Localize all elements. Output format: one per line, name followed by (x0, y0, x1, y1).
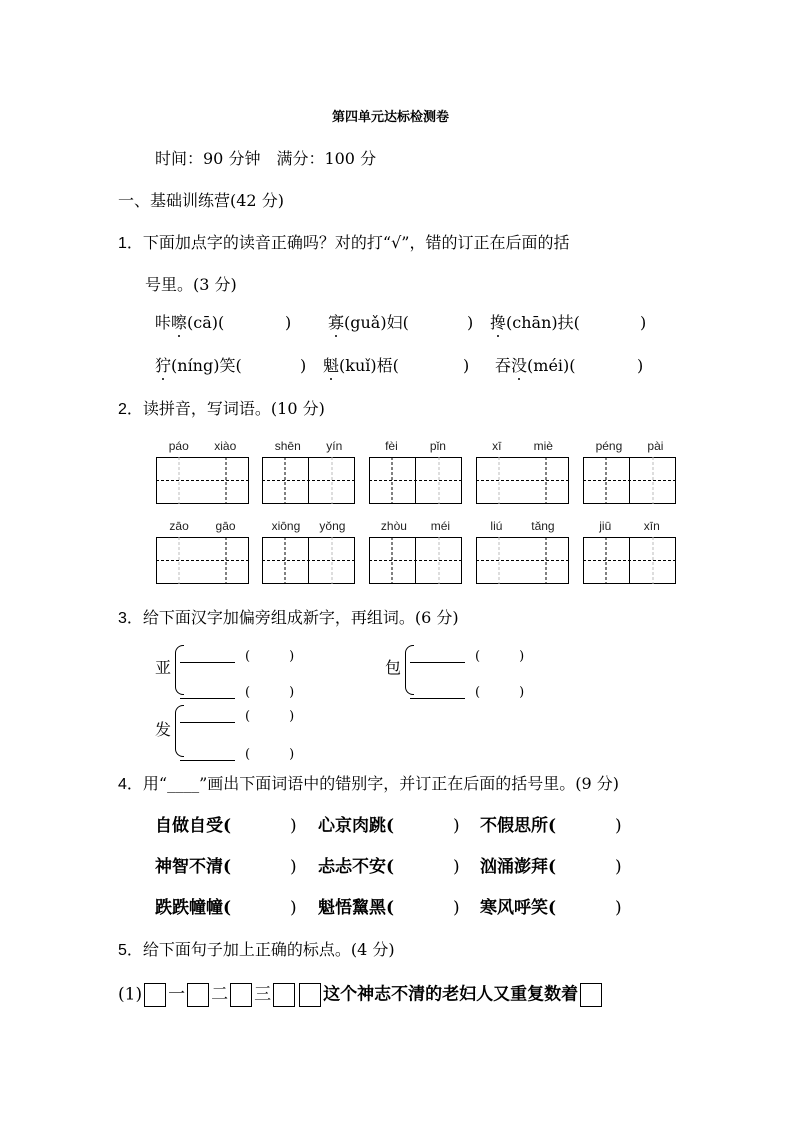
question-4 (118, 774, 619, 795)
pinyin-syllable: pǐn (429, 439, 446, 453)
typo-word: 心京肉跳( (318, 816, 395, 836)
pinyin-label (476, 439, 569, 453)
answer-paren-close[interactable]: ) (463, 356, 470, 375)
answer-paren-close[interactable]: ) (467, 313, 474, 332)
reading-item (495, 356, 576, 376)
typo-word: 跌跌幢幢( (155, 898, 232, 918)
q1-text-cont: 号里。(3 分) (145, 275, 237, 294)
char: 咔 (155, 313, 172, 332)
dotted-char: 没 (511, 356, 528, 375)
q-text: 用“____”画出下面词语中的错别字，并订正在后面的括号里。(9 分) (142, 774, 620, 793)
writing-box[interactable] (476, 457, 568, 503)
answer-paren-close[interactable]: ) (453, 816, 460, 836)
dotted-char: 魁 (323, 356, 340, 375)
answer-paren-close[interactable]: ) (615, 816, 622, 836)
pinyin-syllable: fèi (385, 439, 398, 453)
brace (175, 705, 184, 757)
pinyin-label (262, 519, 355, 533)
pinyin-label (583, 519, 676, 533)
pinyin-text: (níng)笑( (171, 356, 242, 375)
sentence-label: (1) (118, 984, 143, 1005)
answer-paren[interactable]: ( ) (475, 649, 525, 664)
q-text: 读拼音，写词语。(10 分) (142, 399, 325, 418)
q-number: 4． (118, 776, 143, 793)
reading-item (323, 356, 399, 376)
pinyin-syllable: xī (492, 439, 502, 453)
pinyin-syllable: yín (326, 439, 343, 453)
pinyin-syllable: zhòu (380, 519, 407, 533)
typo-word: 神智不清( (155, 857, 232, 877)
answer-paren-close[interactable]: ) (290, 857, 297, 877)
pinyin-text: (cā)( (187, 313, 225, 332)
answer-paren[interactable]: ( ) (245, 649, 295, 664)
punct-box[interactable] (187, 983, 209, 1007)
typo-word: 汹涌澎拜( (480, 857, 557, 877)
writing-box[interactable] (262, 537, 354, 583)
writing-box[interactable] (583, 537, 675, 583)
base-char: 发 (155, 720, 172, 739)
brace (405, 645, 414, 695)
pinyin-syllable: liú (490, 519, 503, 533)
reading-item (155, 356, 242, 376)
pinyin-syllable: péng (595, 439, 623, 453)
q-number: 5． (118, 942, 143, 959)
question-2 (118, 399, 325, 420)
pinyin-syllable: pài (647, 439, 664, 453)
writing-box[interactable] (369, 457, 461, 503)
base-char: 包 (385, 658, 402, 677)
pinyin-syllable: xiōng (271, 519, 301, 533)
exam-meta: 时间：90 分钟 满分：100 分 (155, 149, 377, 168)
typo-word: 寒风呼笑( (480, 898, 557, 918)
pinyin-syllable: méi (430, 519, 451, 533)
typo-word: 不假思所( (480, 816, 557, 836)
answer-line[interactable] (410, 662, 465, 663)
pinyin-label (476, 519, 569, 533)
sentence-1 (118, 983, 604, 1007)
punct-box[interactable] (273, 983, 295, 1007)
answer-paren-close[interactable]: ) (640, 313, 647, 332)
q-text: 给下面句子加上正确的标点。(4 分) (142, 940, 395, 959)
sentence-part: 三 (254, 984, 272, 1005)
sentence-part: 这个神志不清的老妇人又重复数着 (323, 984, 579, 1005)
typo-word: 魁悟黧黑( (318, 898, 395, 918)
answer-paren-close[interactable]: ) (290, 816, 297, 836)
writing-box[interactable] (369, 537, 461, 583)
pinyin-label (369, 519, 462, 533)
answer-paren-close[interactable]: ) (453, 898, 460, 918)
page-title: 第四单元达标检测卷 (332, 110, 450, 125)
pinyin-syllable: xiào (214, 439, 237, 453)
pinyin-syllable: tǎng (531, 519, 555, 533)
typo-word: 忐忐不安( (318, 857, 395, 877)
answer-paren-close[interactable]: ) (615, 898, 622, 918)
answer-line[interactable] (180, 698, 235, 699)
pinyin-syllable: páo (168, 439, 189, 453)
char: 吞 (495, 356, 512, 375)
answer-paren[interactable]: ( ) (475, 685, 525, 700)
q-text: 下面加点字的读音正确吗？对的打“√”，错的订正在后面的括 (142, 233, 570, 252)
section-heading: 一、基础训练营(42 分) (118, 191, 284, 210)
dotted-char: 嚓 (171, 313, 188, 332)
answer-paren-close[interactable]: ) (453, 857, 460, 877)
writing-box[interactable] (156, 537, 248, 583)
writing-box[interactable] (476, 537, 568, 583)
punct-box[interactable] (580, 983, 602, 1007)
q-number: 1． (118, 235, 143, 252)
pinyin-label (369, 439, 462, 453)
answer-paren[interactable]: ( ) (245, 747, 295, 762)
pinyin-syllable: gāo (215, 519, 236, 533)
q-text: 给下面汉字加偏旁组成新字，再组词。(6 分) (142, 608, 459, 627)
pinyin-label (156, 439, 249, 453)
pinyin-syllable: xīn (643, 519, 660, 533)
pinyin-syllable: jiū (599, 519, 612, 533)
pinyin-label (262, 439, 355, 453)
dotted-char: 狞 (155, 356, 172, 375)
pinyin-text: (kuǐ)梧( (339, 356, 399, 375)
answer-paren-close[interactable]: ) (285, 313, 292, 332)
pinyin-text: (guǎ)妇( (344, 313, 409, 332)
writing-box[interactable] (156, 457, 248, 503)
dotted-char: 搀 (490, 313, 507, 332)
brace (175, 645, 184, 695)
question-3 (118, 608, 459, 629)
sentence-part: 一 (168, 984, 186, 1005)
answer-line[interactable] (180, 722, 235, 723)
answer-paren-close[interactable]: ) (290, 898, 297, 918)
answer-line[interactable] (180, 760, 235, 761)
writing-box[interactable] (583, 457, 675, 503)
answer-line[interactable] (410, 698, 465, 699)
answer-paren-close[interactable]: ) (300, 356, 307, 375)
dotted-char: 寡 (328, 313, 345, 332)
reading-item (155, 313, 224, 333)
pinyin-text: (méi)( (527, 356, 576, 375)
pinyin-label (156, 519, 249, 533)
sentence-part: 二 (211, 984, 229, 1005)
answer-paren[interactable]: ( ) (245, 709, 295, 724)
pinyin-syllable: yǒng (319, 519, 346, 533)
answer-paren-close[interactable]: ) (637, 356, 644, 375)
pinyin-syllable: miè (533, 439, 553, 453)
q-number: 2． (118, 401, 143, 418)
q-number: 3． (118, 610, 143, 627)
pinyin-label (583, 439, 676, 453)
pinyin-syllable: shēn (274, 439, 301, 453)
reading-item (490, 313, 580, 333)
writing-box[interactable] (262, 457, 354, 503)
answer-paren[interactable]: ( ) (245, 685, 295, 700)
reading-item (328, 313, 409, 333)
pinyin-syllable: zāo (169, 519, 189, 533)
answer-line[interactable] (180, 662, 235, 663)
question-1 (118, 233, 569, 254)
punct-box[interactable] (144, 983, 166, 1007)
question-5 (118, 940, 395, 961)
answer-paren-close[interactable]: ) (615, 857, 622, 877)
punct-box[interactable] (299, 983, 321, 1007)
base-char: 亚 (155, 658, 172, 677)
pinyin-text: (chān)扶( (506, 313, 580, 332)
punct-box[interactable] (230, 983, 252, 1007)
typo-word: 自做自受( (155, 816, 232, 836)
